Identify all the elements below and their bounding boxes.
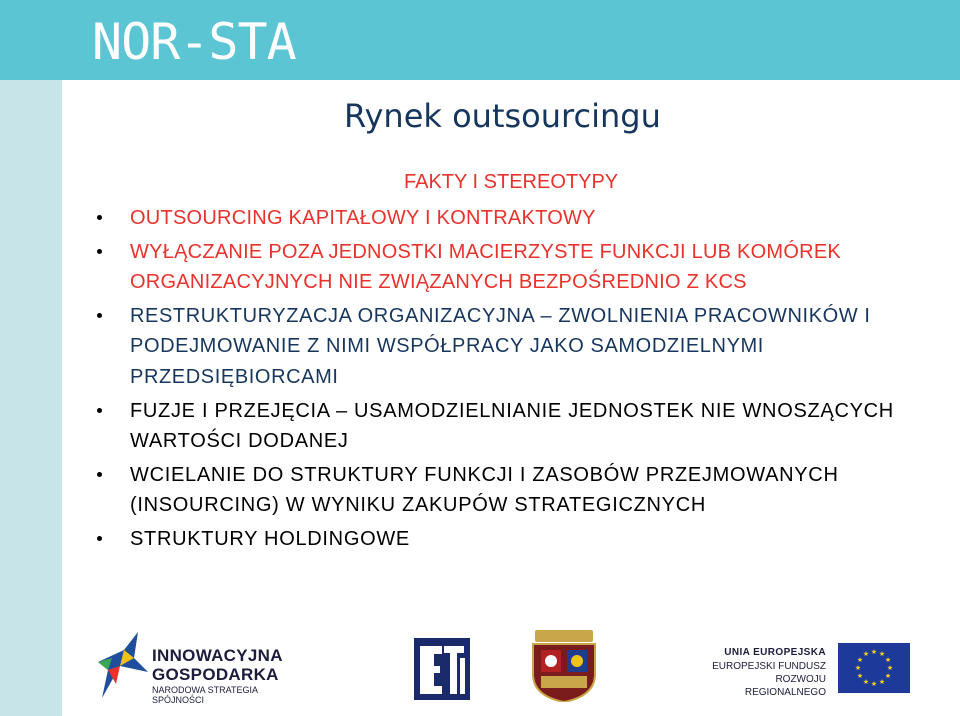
- svg-text:★: ★: [862, 678, 870, 686]
- svg-text:★: ★: [856, 656, 864, 664]
- eu-text-line3: ROZWOJU REGIONALNEGO: [744, 674, 826, 698]
- bullet-dot-icon: [97, 249, 102, 254]
- svg-text:★: ★: [854, 664, 862, 672]
- eu-fund-text: [694, 646, 826, 699]
- bullet-dot-icon: [97, 408, 102, 413]
- side-bar: [0, 80, 62, 716]
- header-bar: [0, 0, 960, 80]
- bullet-dot-icon: [97, 472, 102, 477]
- ig-logo-line3: NARODOWA STRATEGIA SPÓJNOŚCI: [152, 685, 258, 705]
- bullet-dot-icon: [97, 313, 102, 318]
- slide-subtitle: Rynek outsourcingu: [344, 97, 661, 135]
- bullet-list: [88, 203, 948, 558]
- bullet-item: RESTRUKTURYZACJA ORGANIZACYJNA – ZWOLNIENIA PRACOWNIKÓW I PODEJMOWANIE Z NIMI WSPÓŁPRACY JAKO SAMODZIELNYMI PRZEDSIĘBIORCAMI: [88, 301, 948, 393]
- svg-text:★: ★: [878, 678, 886, 686]
- svg-text:★: ★: [884, 672, 892, 680]
- bullet-dot-icon: [97, 536, 102, 541]
- bullet-dot-icon: [97, 215, 102, 220]
- svg-text:★: ★: [886, 664, 894, 672]
- ig-logo-line2: GOSPODARKA: [152, 665, 279, 684]
- innovation-star-icon: [94, 628, 150, 700]
- header-title: NOR-STA: [92, 13, 296, 71]
- svg-text:★: ★: [870, 648, 878, 656]
- svg-text:★: ★: [884, 656, 892, 664]
- bullet-item: FUZJE I PRZEJĘCIA – USAMODZIELNIANIE JEDNOSTEK NIE WNOSZĄCYCH WARTOŚCI DODANEJ: [88, 396, 948, 457]
- university-seal-icon: [527, 630, 601, 702]
- svg-text:★: ★: [878, 650, 886, 658]
- bullet-item: WYŁĄCZANIE POZA JEDNOSTKI MACIERZYSTE FUNKCJI LUB KOMÓREK ORGANIZACYJNYCH NIE ZWIĄZANYCH BEZPOŚREDNIO Z KCS: [88, 237, 948, 298]
- bullet-item: WCIELANIE DO STRUKTURY FUNKCJI I ZASOBÓW PRZEJMOWANYCH (INSOURCING) W WYNIKU ZAKUPÓW STRATEGICZNYCH: [88, 460, 948, 521]
- innowacyjna-gospodarka-logo: [94, 628, 304, 705]
- eu-flag-icon: [838, 643, 910, 693]
- svg-text:★: ★: [856, 672, 864, 680]
- section-heading: FAKTY I STEREOTYPY: [404, 171, 619, 193]
- eu-text-line1: UNIA EUROPEJSKA: [724, 647, 826, 658]
- svg-text:★: ★: [870, 680, 878, 688]
- eti-logo-icon: [414, 638, 470, 700]
- ig-logo-line1: INNOWACYJNA: [152, 646, 283, 665]
- bullet-item: STRUKTURY HOLDINGOWE: [88, 524, 948, 555]
- bullet-item: OUTSOURCING KAPITAŁOWY I KONTRAKTOWY: [88, 203, 948, 234]
- eu-text-line2: EUROPEJSKI FUNDUSZ: [712, 661, 826, 672]
- svg-text:★: ★: [862, 650, 870, 658]
